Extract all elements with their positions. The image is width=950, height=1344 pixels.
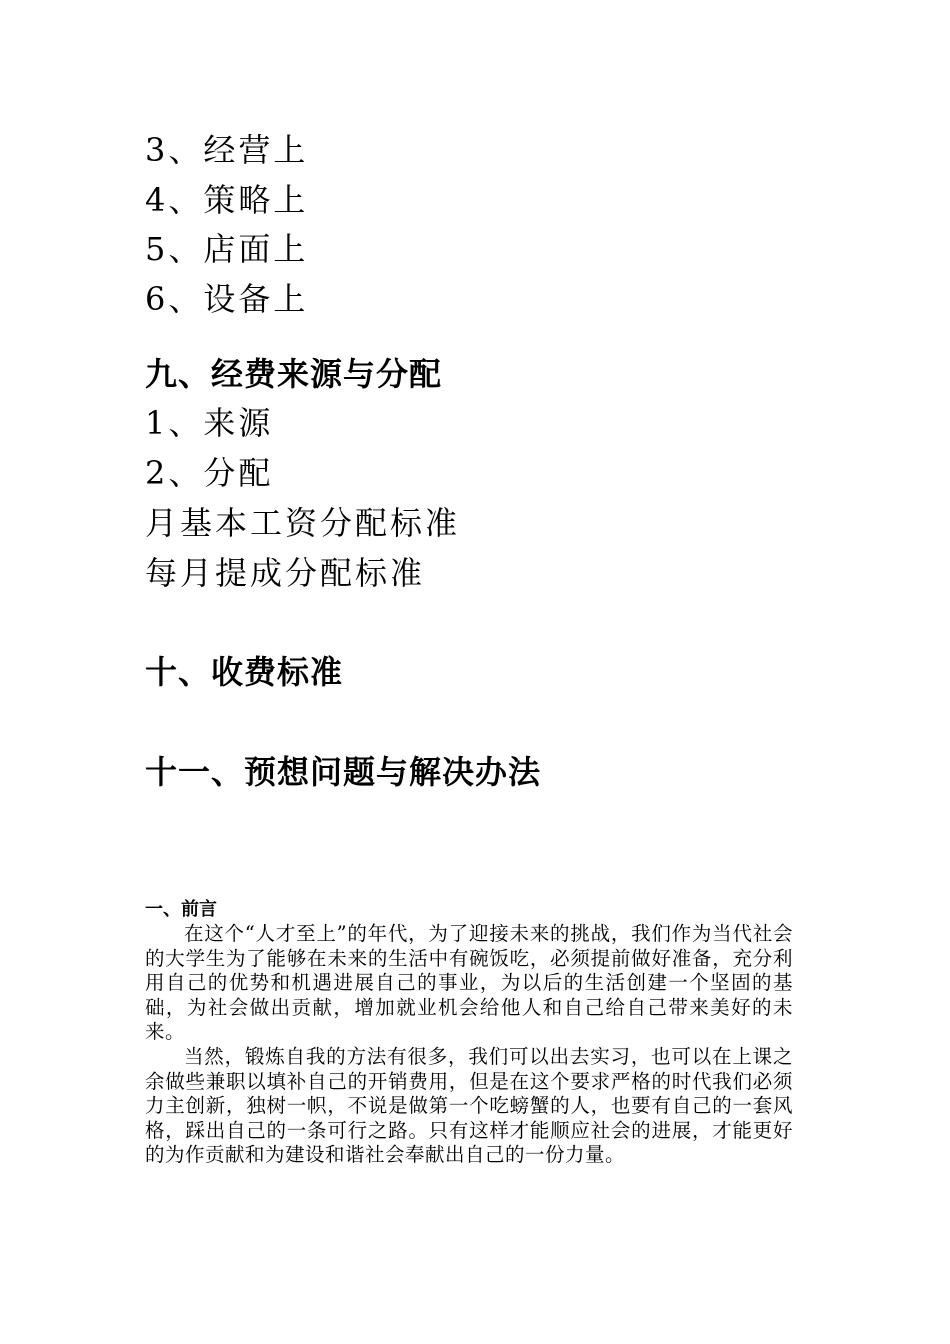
outline-item-strategy: 4、策略上	[145, 181, 309, 219]
preface-body	[145, 922, 793, 1168]
section-heading-fees: 十、收费标准	[145, 653, 344, 691]
outline-item-base-salary: 月基本工资分配标准	[145, 504, 461, 542]
preface-paragraph: 在这个“人才至上”的年代，为了迎接未来的挑战，我们作为当代社会的大学生为了能够在未来的生活中有碗饭吃，必须提前做好准备，充分利用自己的优势和机遇进展自己的事业，为以后的生活创建一个坚固的基础，为社会做出贡献，增加就业机会给他人和自己给自己带来美好的未来。	[145, 922, 793, 1044]
outline-item-allocation: 2、分配	[145, 454, 274, 492]
outline-item-storefront: 5、店面上	[145, 230, 309, 268]
section-heading-funding: 九、经费来源与分配	[145, 355, 443, 393]
outline-item-equipment: 6、设备上	[145, 280, 309, 318]
outline-item-commission: 每月提成分配标准	[145, 554, 426, 592]
outline-item-source: 1、来源	[145, 404, 274, 442]
preface-title: 一、前言	[145, 899, 217, 920]
section-heading-problems: 十一、预想问题与解决办法	[145, 753, 542, 791]
outline-item-operations: 3、经营上	[145, 131, 309, 169]
preface-paragraph: 当然，锻炼自我的方法有很多，我们可以出去实习，也可以在上课之余做些兼职以填补自己的开销费用，但是在这个要求严格的时代我们必须力主创新，独树一帜，不说是做第一个吃螃蟹的人，也要有自己的一套风格，踩出自己的一条可行之路。只有这样才能顺应社会的进展，才能更好的为作贡献和为建设和谐社会奉献出自己的一份力量。	[145, 1044, 793, 1167]
